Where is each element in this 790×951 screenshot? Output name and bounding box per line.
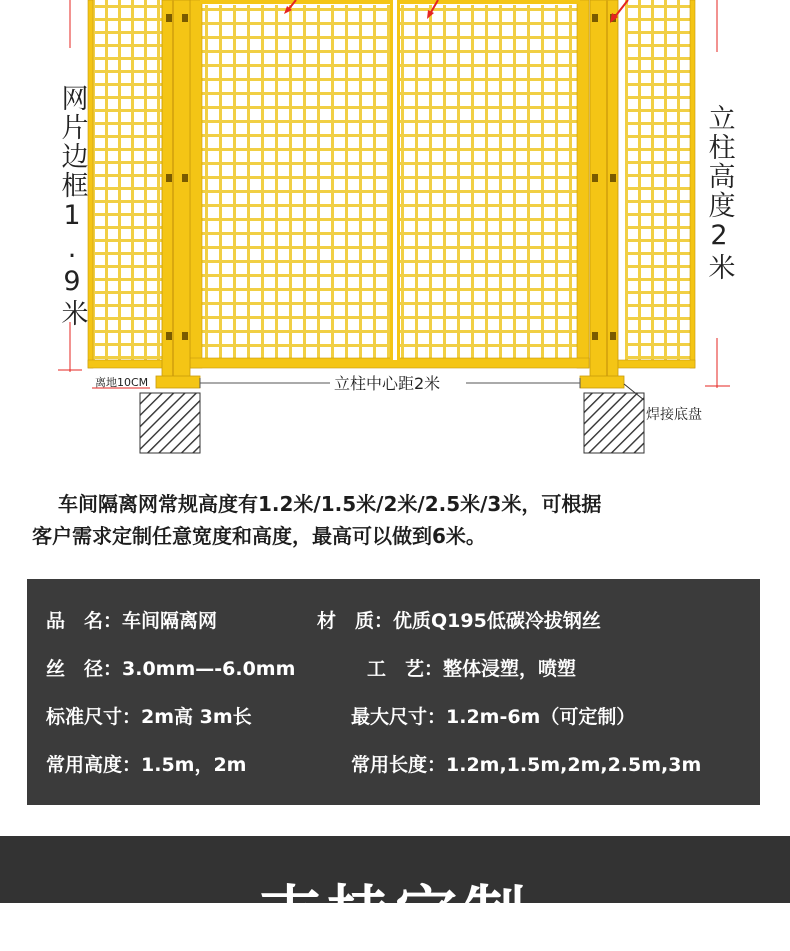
description-block [0,488,790,552]
right-concrete-base [584,393,644,453]
left-concrete-base [140,393,200,453]
spec-common-height: 常用高度：1.5m，2m [46,754,247,776]
spec-max-size: 最大尺寸：1.2m-6m（可定制） [351,706,636,728]
description-line-2: 客户需求定制任意宽度和高度，最高可以做到6米。 [32,524,486,548]
spec-process: 工 艺：整体浸塑，喷塑 [367,658,577,680]
center-distance-label: 立柱中心距2米 [334,374,441,393]
description-line-1: 车间隔离网常规高度有1.2米/1.5米/2米/2.5米/3米，可根据 [58,492,602,516]
banner-title: 支持定制 [258,878,531,951]
ground-clearance-label: 离地10CM [95,376,149,389]
spec-wire-diameter: 丝 径：3.0mm—-6.0mm [46,658,296,680]
left-frame-label: 网片边框1.9米 [56,84,88,328]
fence-diagram [0,0,790,470]
spec-material: 材 质：优质Q195低碳冷拔钢丝 [317,610,601,632]
spec-common-length: 常用长度：1.2m,1.5m,2m,2.5m,3m [351,754,702,776]
spec-panel [27,579,760,805]
center-mesh-panel [190,0,589,368]
right-post-label: 立柱高度2米 [703,104,735,282]
spec-name: 品 名：车间隔离网 [46,610,218,632]
customization-banner [0,836,790,951]
welded-base-label: 焊接底盘 [646,407,702,423]
left-mesh-panel [88,0,168,368]
right-mesh-panel [615,0,695,368]
spec-standard-size: 标准尺寸：2m高 3m长 [46,706,252,728]
